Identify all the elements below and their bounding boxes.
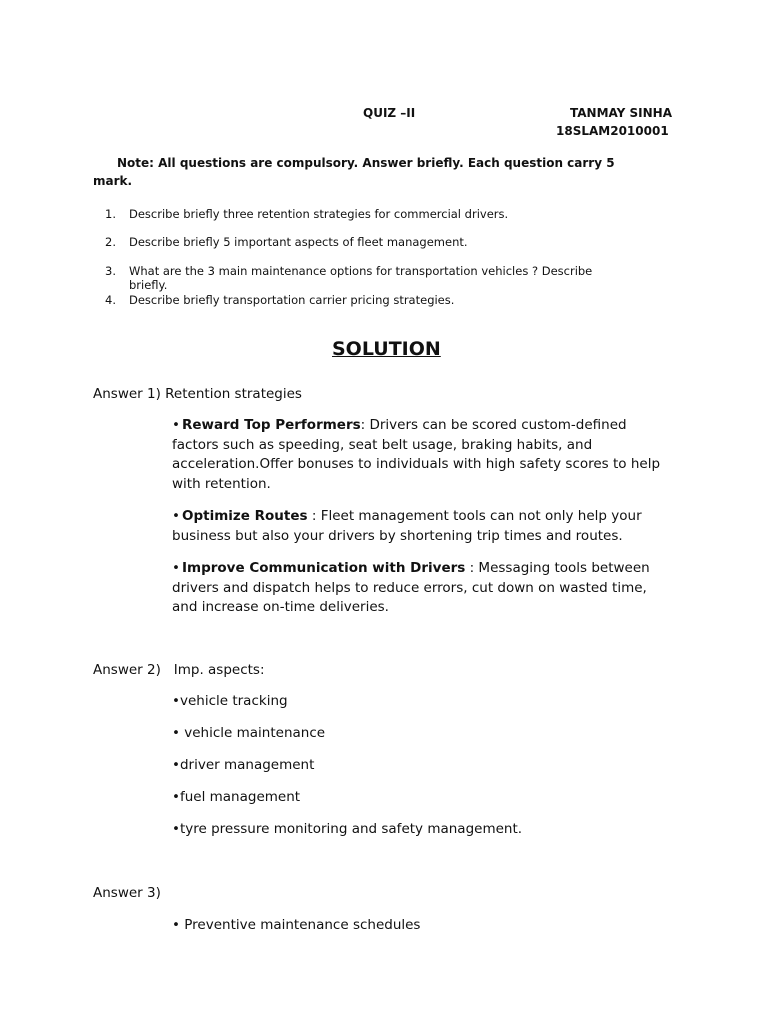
item-text: vehicle tracking xyxy=(179,693,288,709)
question-text: Describe briefly 5 important aspects of fleet management. xyxy=(129,235,468,249)
item-description: : Drivers can be scored custom-defined factors such as speeding, seat belt usage, braking habits, and acceleration.Offer bonuses to individuals with high safety scores to help with retention. xyxy=(172,417,661,492)
list-item xyxy=(172,788,300,808)
answer-1-heading: Answer 1) Retention strategies xyxy=(93,386,302,402)
question-text: Describe briefly three retention strategies for commercial drivers. xyxy=(129,207,509,221)
question-number: 1. xyxy=(105,207,116,221)
question-number: 4. xyxy=(105,293,116,307)
solution-heading: SOLUTION xyxy=(332,338,441,360)
question-text: Describe briefly transportation carrier pricing strategies. xyxy=(129,293,455,307)
student-name: TANMAY SINHA xyxy=(570,106,673,120)
item-text: fuel management xyxy=(179,789,301,805)
note-text-1: : All questions are compulsory. Answer briefly. Each question carry 5 xyxy=(149,156,615,170)
answer-2-heading: Answer 2) Imp. aspects: xyxy=(93,662,265,678)
list-item xyxy=(172,416,672,494)
bullet-icon: • xyxy=(172,725,180,741)
item-text: driver management xyxy=(179,757,315,773)
answer-3-heading: Answer 3) xyxy=(93,885,161,901)
question-text-continued: briefly. xyxy=(129,278,168,292)
note-label: Note xyxy=(117,156,150,170)
item-title: Improve Communication with Drivers xyxy=(182,560,466,576)
question-number: 2. xyxy=(105,235,116,249)
item-title: Optimize Routes xyxy=(182,508,308,524)
list-item xyxy=(172,559,672,618)
note-line-1 xyxy=(117,156,615,170)
list-item xyxy=(172,820,522,840)
note-line-2: mark. xyxy=(93,174,133,188)
list-item xyxy=(172,692,288,712)
question-text: What are the 3 main maintenance options for transportation vehicles ? Describe xyxy=(129,264,593,278)
bullet-icon: • xyxy=(172,417,180,433)
bullet-icon: • xyxy=(172,560,180,576)
list-item xyxy=(172,724,325,744)
bullet-icon: • xyxy=(172,508,180,524)
list-item xyxy=(172,756,314,776)
item-text: vehicle maintenance xyxy=(179,725,326,741)
bullet-icon: • xyxy=(172,693,180,709)
question-number: 3. xyxy=(105,264,116,278)
list-item xyxy=(172,507,672,546)
bullet-icon: • xyxy=(172,917,180,933)
item-title: Reward Top Performers xyxy=(182,417,361,433)
quiz-title: QUIZ –II xyxy=(363,106,416,120)
item-description: : Messaging tools between drivers and dispatch helps to reduce errors, cut down on wasted time, and increase on-time deliveries. xyxy=(172,560,650,615)
bullet-icon: • xyxy=(172,789,180,805)
bullet-icon: • xyxy=(172,821,180,837)
item-text: tyre pressure monitoring and safety management. xyxy=(179,821,523,837)
item-description: : Fleet management tools can not only help your business but also your drivers by shortening trip times and routes. xyxy=(172,508,642,544)
bullet-icon: • xyxy=(172,757,180,773)
student-id: 18SLAM2010001 xyxy=(556,124,669,138)
item-text: Preventive maintenance schedules xyxy=(179,917,421,933)
list-item xyxy=(172,916,420,936)
